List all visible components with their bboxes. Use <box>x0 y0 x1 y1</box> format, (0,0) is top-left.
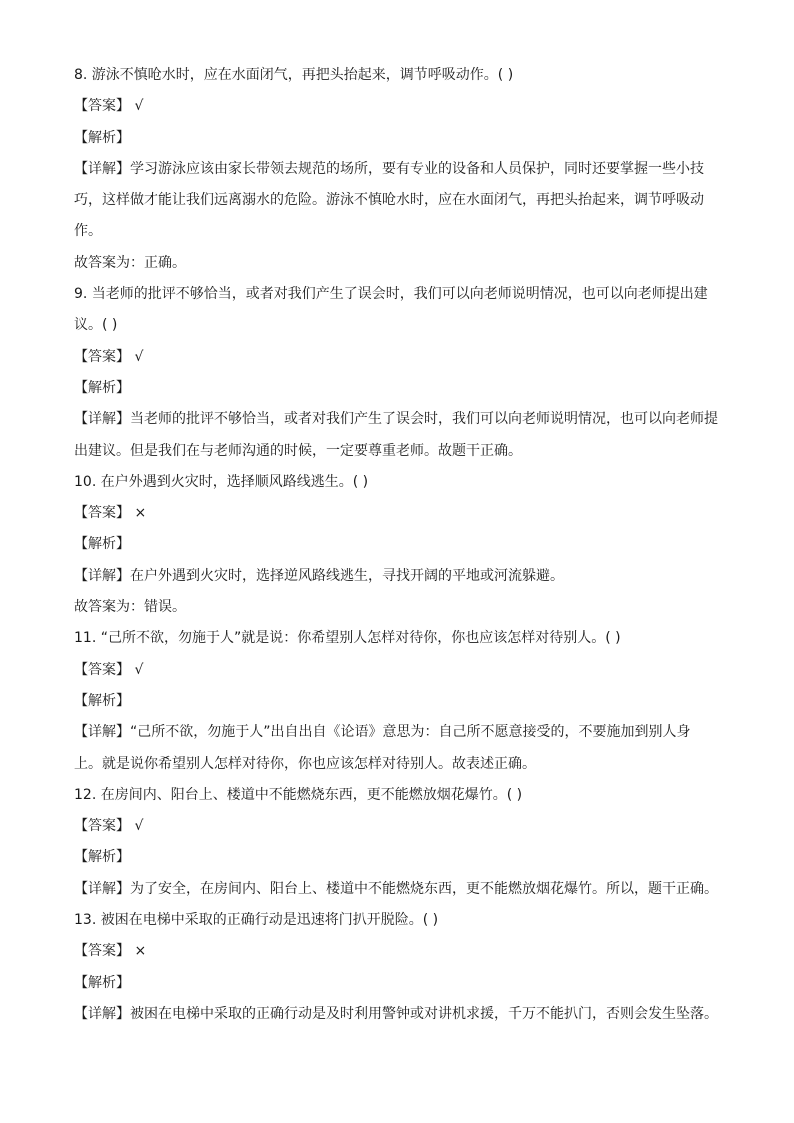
detail-tag: 【详解】 <box>74 411 130 428</box>
detail-text: 在户外遇到火灾时，选择逆风路线逃生，寻找开阔的平地或河流躲避。 <box>130 567 564 584</box>
detail-line: 出建议。但是我们在与老师沟通的时候，一定要尊重老师。故题干正确。 <box>74 442 522 459</box>
detail-line: 上。就是说你希望别人怎样对待你，你也应该怎样对待别人。故表述正确。 <box>74 755 536 772</box>
detail-line <box>74 154 724 185</box>
question-text: 议。( ) <box>74 317 118 334</box>
detail-text: 为了安全，在房间内、阳台上、楼道中不能燃烧东西，更不能燃放烟花爆竹。所以，题干正确。 <box>130 880 718 897</box>
question-text: 13. 被困在电梯中采取的正确行动是迅速将门扒开脱险。( ) <box>74 912 439 929</box>
detail-line: 作。 <box>74 223 102 240</box>
detail-text: 当老师的批评不够恰当，或者对我们产生了误会时，我们可以向老师说明情况，也可以向老师提 <box>130 411 718 428</box>
detail-text: “己所不欲，勿施于人”出自出自《论语》意思为：自己所不愿意接受的，不要施加到别人身 <box>130 724 691 741</box>
answer-line <box>74 936 724 967</box>
answer-line <box>74 91 724 122</box>
question-item-9 <box>74 279 724 467</box>
analysis-tag: 【解析】 <box>74 692 130 709</box>
analysis-tag: 【解析】 <box>74 849 130 866</box>
answer-line <box>74 498 724 529</box>
answer-tag: 【答案】 <box>74 98 130 115</box>
detail-line <box>74 404 724 435</box>
question-text: 12. 在房间内、阳台上、楼道中不能燃烧东西，更不能燃放烟花爆竹。( ) <box>74 786 523 803</box>
conclusion-text: 故答案为：正确。 <box>74 254 186 271</box>
question-text: 9. 当老师的批评不够恰当，或者对我们产生了误会时，我们可以向老师说明情况，也可以向老师提出建 <box>74 286 708 303</box>
answer-tag: 【答案】 <box>74 818 130 835</box>
analysis-tag: 【解析】 <box>74 379 130 396</box>
question-item-12 <box>74 780 724 905</box>
detail-line <box>74 999 724 1030</box>
detail-tag: 【详解】 <box>74 160 130 177</box>
detail-tag: 【详解】 <box>74 1005 130 1022</box>
detail-tag: 【详解】 <box>74 567 130 584</box>
detail-line <box>74 717 724 748</box>
answer-tag: 【答案】 <box>74 348 130 365</box>
question-item-8 <box>74 60 724 279</box>
answer-mark: √ <box>134 348 144 365</box>
analysis-tag: 【解析】 <box>74 536 130 553</box>
analysis-tag: 【解析】 <box>74 974 130 991</box>
detail-line <box>74 874 724 905</box>
conclusion-text: 故答案为：错误。 <box>74 599 186 616</box>
analysis-tag: 【解析】 <box>74 129 130 146</box>
detail-line <box>74 561 724 592</box>
answer-tag: 【答案】 <box>74 505 130 522</box>
answer-line <box>74 342 724 373</box>
question-item-10 <box>74 467 724 623</box>
question-text: 10. 在户外遇到火灾时，选择顺风路线逃生。( ) <box>74 473 369 490</box>
answer-line <box>74 655 724 686</box>
answer-mark: √ <box>134 98 144 115</box>
document-page <box>74 60 724 1030</box>
answer-mark: × <box>134 943 147 960</box>
question-item-13 <box>74 905 724 1030</box>
answer-mark: √ <box>134 661 144 678</box>
question-text: 11. “己所不欲，勿施于人”就是说：你希望别人怎样对待你，你也应该怎样对待别人。( ) <box>74 630 621 647</box>
answer-tag: 【答案】 <box>74 943 130 960</box>
detail-line: 巧，这样做才能让我们远离溺水的危险。游泳不慎呛水时，应在水面闭气，再把头抬起来，调节呼吸动 <box>74 192 704 209</box>
answer-mark: × <box>134 505 147 522</box>
answer-mark: √ <box>134 818 144 835</box>
detail-tag: 【详解】 <box>74 724 130 741</box>
question-text: 8. 游泳不慎呛水时，应在水面闭气，再把头抬起来，调节呼吸动作。( ) <box>74 67 514 83</box>
question-item-11 <box>74 623 724 779</box>
detail-text: 被困在电梯中采取的正确行动是及时利用警钟或对讲机求援，千万不能扒门，否则会发生坠落。 <box>130 1005 718 1022</box>
detail-tag: 【详解】 <box>74 880 130 897</box>
answer-tag: 【答案】 <box>74 661 130 678</box>
detail-text: 学习游泳应该由家长带领去规范的场所，要有专业的设备和人员保护，同时还要掌握一些小技 <box>130 160 704 177</box>
answer-line <box>74 811 724 842</box>
